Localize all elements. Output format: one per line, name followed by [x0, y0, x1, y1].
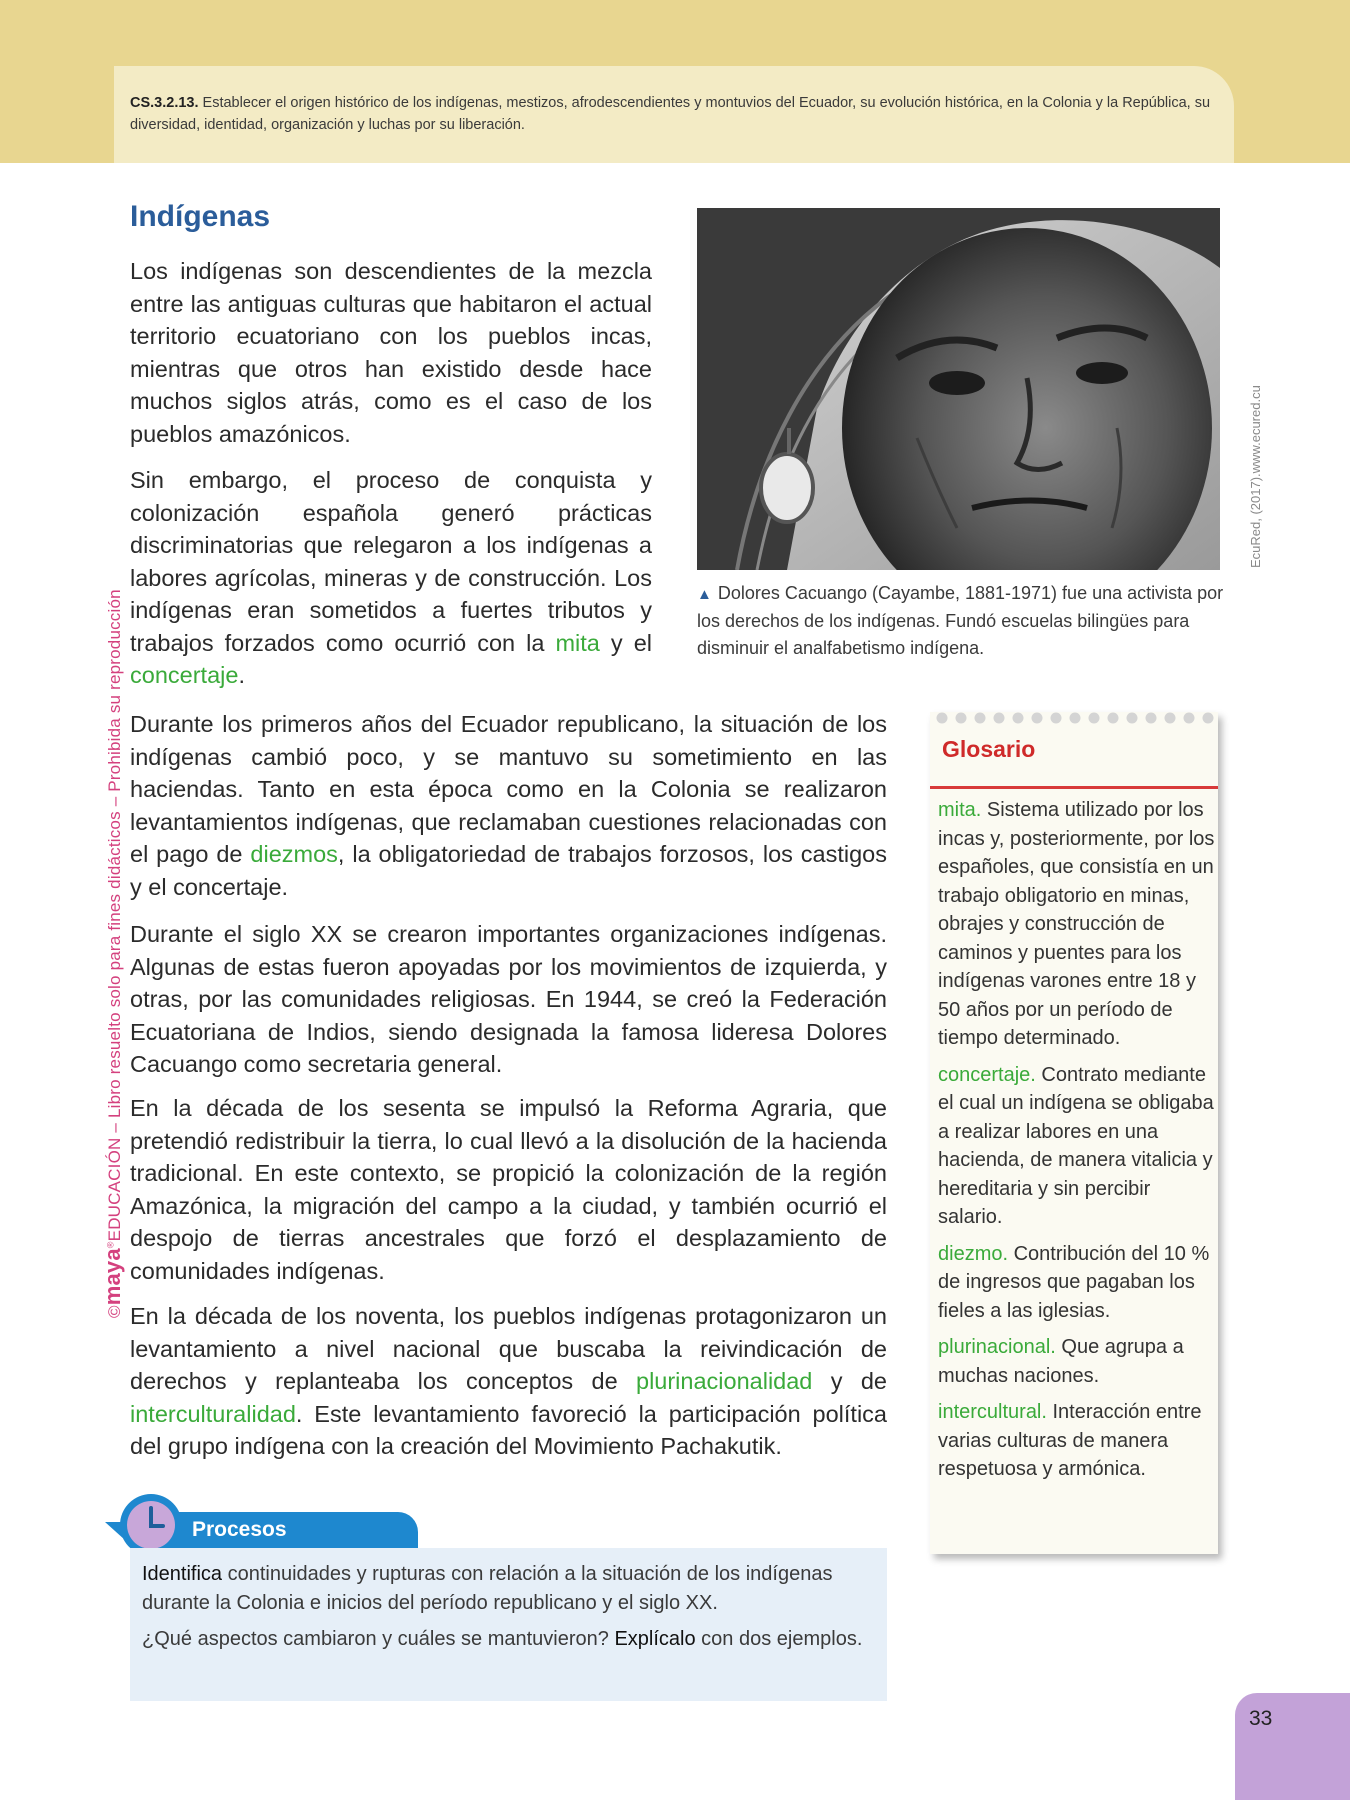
- glossary-entries: [938, 796, 1216, 1492]
- glossary-term: plurinacional.: [938, 1336, 1056, 1358]
- term-link-diezmos[interactable]: diezmos: [250, 841, 338, 867]
- page-number-tab: [1235, 1693, 1350, 1800]
- paragraph-agrarian-reform: En la década de los sesenta se impulsó la Reforma Agraria, que pretendió redistribuir la tierra, lo cual llevó a la disolución de la hacienda tradicional. En este contexto, se propició la colonización de la región Amazónica, la migración del campo a la ciudad, y también ocurrió el despojo de tierras ancestrales que forzó el desplazamiento de comunidades indígenas.: [130, 1095, 887, 1284]
- procesos-question-1: [142, 1560, 882, 1617]
- procesos-q2-text: ¿Qué aspectos cambiaron y cuáles se mantuvieron?: [142, 1628, 615, 1650]
- paragraph-nineties: [130, 1300, 887, 1463]
- glossary-definition: Sistema utilizado por los incas y, posteriormente, por los españoles, que consistía en un trabajo obligatorio en minas, obrajes y construcción de caminos y puentes para los indígenas varones entre 18 y 50 años por un período de tiempo determinado.: [938, 799, 1215, 1049]
- paragraph-colonization: [130, 464, 652, 692]
- glossary-entry-plurinacional: [938, 1333, 1216, 1390]
- term-link-interculturalidad[interactable]: interculturalidad: [130, 1400, 296, 1427]
- glossary-term: intercultural.: [938, 1401, 1047, 1423]
- paragraph-twentieth-century: Durante el siglo XX se crearon importantes organizaciones indígenas. Algunas de estas fueron apoyadas por los movimientos de izquierda, y otras, por las comunidades religiosas. En 1944, se creó la Federación Ecuatoriana de Indios, siendo designada la famosa lideresa Dolores Cacuango como secretaria general.: [130, 921, 887, 1077]
- skill-text: Establecer el origen histórico de los indígenas, mestizos, afrodescendientes y montuvios del Ecuador, su evolución histórica, en la Colonia y la República, su diversidad, identidad, organización y luchas por su liberación.: [130, 95, 1211, 133]
- p2-text-b: y el: [599, 629, 652, 656]
- photo-credit: EcuRed, (2017).www.ecured.cu: [1248, 385, 1263, 568]
- procesos-activity-box: [130, 1548, 887, 1701]
- copyright-sidebar: [100, 589, 126, 1318]
- portrait-photo: [697, 208, 1220, 570]
- paragraph-republic: [130, 708, 887, 903]
- procesos-tab: [160, 1512, 418, 1550]
- glossary-entry-mita: [938, 796, 1216, 1053]
- procesos-label: Procesos: [192, 1518, 287, 1541]
- skill-criterion: [130, 92, 1225, 136]
- p6-text-a: En la década de los noventa, los pueblos indígenas protagonizaron un levantamiento a nivel nacional que buscaba la reivindicación de derechos y replanteaba los conceptos de: [130, 1303, 887, 1394]
- glossary-entry-diezmo: [938, 1240, 1216, 1326]
- registered-mark: ®: [105, 1241, 116, 1249]
- p2-text-a: Sin embargo, el proceso de conquista y colonización española generó prácticas discriminatorias que relegaron a los indígenas a labores agrícolas, mineras y de construcción. Los indígenas eran sometidos a fuertes tributos y trabajos forzados como ocurrió con la: [130, 467, 652, 656]
- glossary-card: [930, 712, 1218, 1554]
- glossary-definition: Contribución del 10 % de ingresos que pagaban los fieles a las iglesias.: [938, 1242, 1210, 1322]
- caption-text: Dolores Cacuango (Cayambe, 1881-1971) fue una activista por los derechos de los indígenas. Fundó escuelas bilingües para disminuir el analfabetismo indígena.: [697, 583, 1224, 658]
- procesos-verb-identifica: Identifica: [142, 1563, 223, 1585]
- caption-triangle-icon: ▲: [697, 586, 712, 603]
- glossary-term: concertaje.: [938, 1063, 1036, 1086]
- publisher-logo: maya: [100, 1248, 125, 1306]
- photo-caption: [697, 580, 1227, 662]
- skill-code: CS.3.2.13.: [130, 95, 199, 111]
- p3-text-a: Durante los primeros años del Ecuador republicano, la situación de los indígenas cambió poco, y se mantuvo su sometimiento en las haciendas. Tanto en esta época como en la Colonia se realizaron levantamientos indígenas, que reclamaban cuestiones relacionadas con el pago de: [130, 711, 887, 867]
- p3-text-b: , la obligatoriedad de trabajos forzosos, los castigos y el concertaje.: [130, 841, 887, 900]
- skill-criterion-box: [114, 66, 1234, 163]
- term-link-concertaje[interactable]: concertaje: [130, 662, 239, 688]
- glossary-entry-concertaje: [938, 1061, 1216, 1232]
- p2-text-c: .: [238, 662, 245, 688]
- glossary-term: diezmo.: [938, 1242, 1009, 1265]
- copyright-notice: EDUCACIÓN – Libro resuelto solo para fines didácticos – Prohibida su reproducción: [105, 589, 124, 1242]
- spiral-rings-icon: [932, 712, 1218, 724]
- term-link-plurinacionalidad[interactable]: plurinacionalidad: [636, 1368, 813, 1394]
- glossary-term: mita.: [938, 799, 982, 821]
- paragraph-origin: Los indígenas son descendientes de la mezcla entre las antiguas culturas que habitaron el actual territorio ecuatoriano con los pueblos incas, mientras que otros han existido desde hace muchos siglos atrás, como es el caso de los pueblos amazónicos.: [130, 258, 652, 447]
- term-link-mita[interactable]: mita: [555, 629, 600, 656]
- copyright-symbol: ©: [105, 1305, 124, 1318]
- glossary-divider: [930, 786, 1218, 789]
- p6-text-c: . Este levantamiento favoreció la participación política del grupo indígena con la creación del Movimiento Pachakutik.: [130, 1400, 887, 1459]
- page-number: 33: [1249, 1707, 1273, 1730]
- procesos-q1-text: continuidades y rupturas con relación a la situación de los indígenas durante la Colonia e inicios del período republicano y el siglo XX.: [142, 1563, 833, 1614]
- glossary-definition: Que agrupa a muchas naciones.: [938, 1336, 1184, 1387]
- glossary-definition: Interacción entre varias culturas de manera respetuosa y armónica.: [938, 1401, 1202, 1480]
- procesos-question-2: [142, 1625, 882, 1654]
- section-title: Indígenas: [130, 200, 271, 233]
- procesos-q2-end: con dos ejemplos.: [695, 1628, 863, 1650]
- glossary-definition: Contrato mediante el cual un indígena se obligaba a realizar labores en una hacienda, de manera vitalicia y hereditaria y sin percibir salario.: [938, 1063, 1214, 1228]
- procesos-verb-explicalo: Explícalo: [614, 1628, 696, 1650]
- glossary-entry-intercultural: [938, 1398, 1216, 1484]
- glossary-title: Glosario: [942, 736, 1036, 762]
- p6-text-b: y de: [812, 1368, 887, 1394]
